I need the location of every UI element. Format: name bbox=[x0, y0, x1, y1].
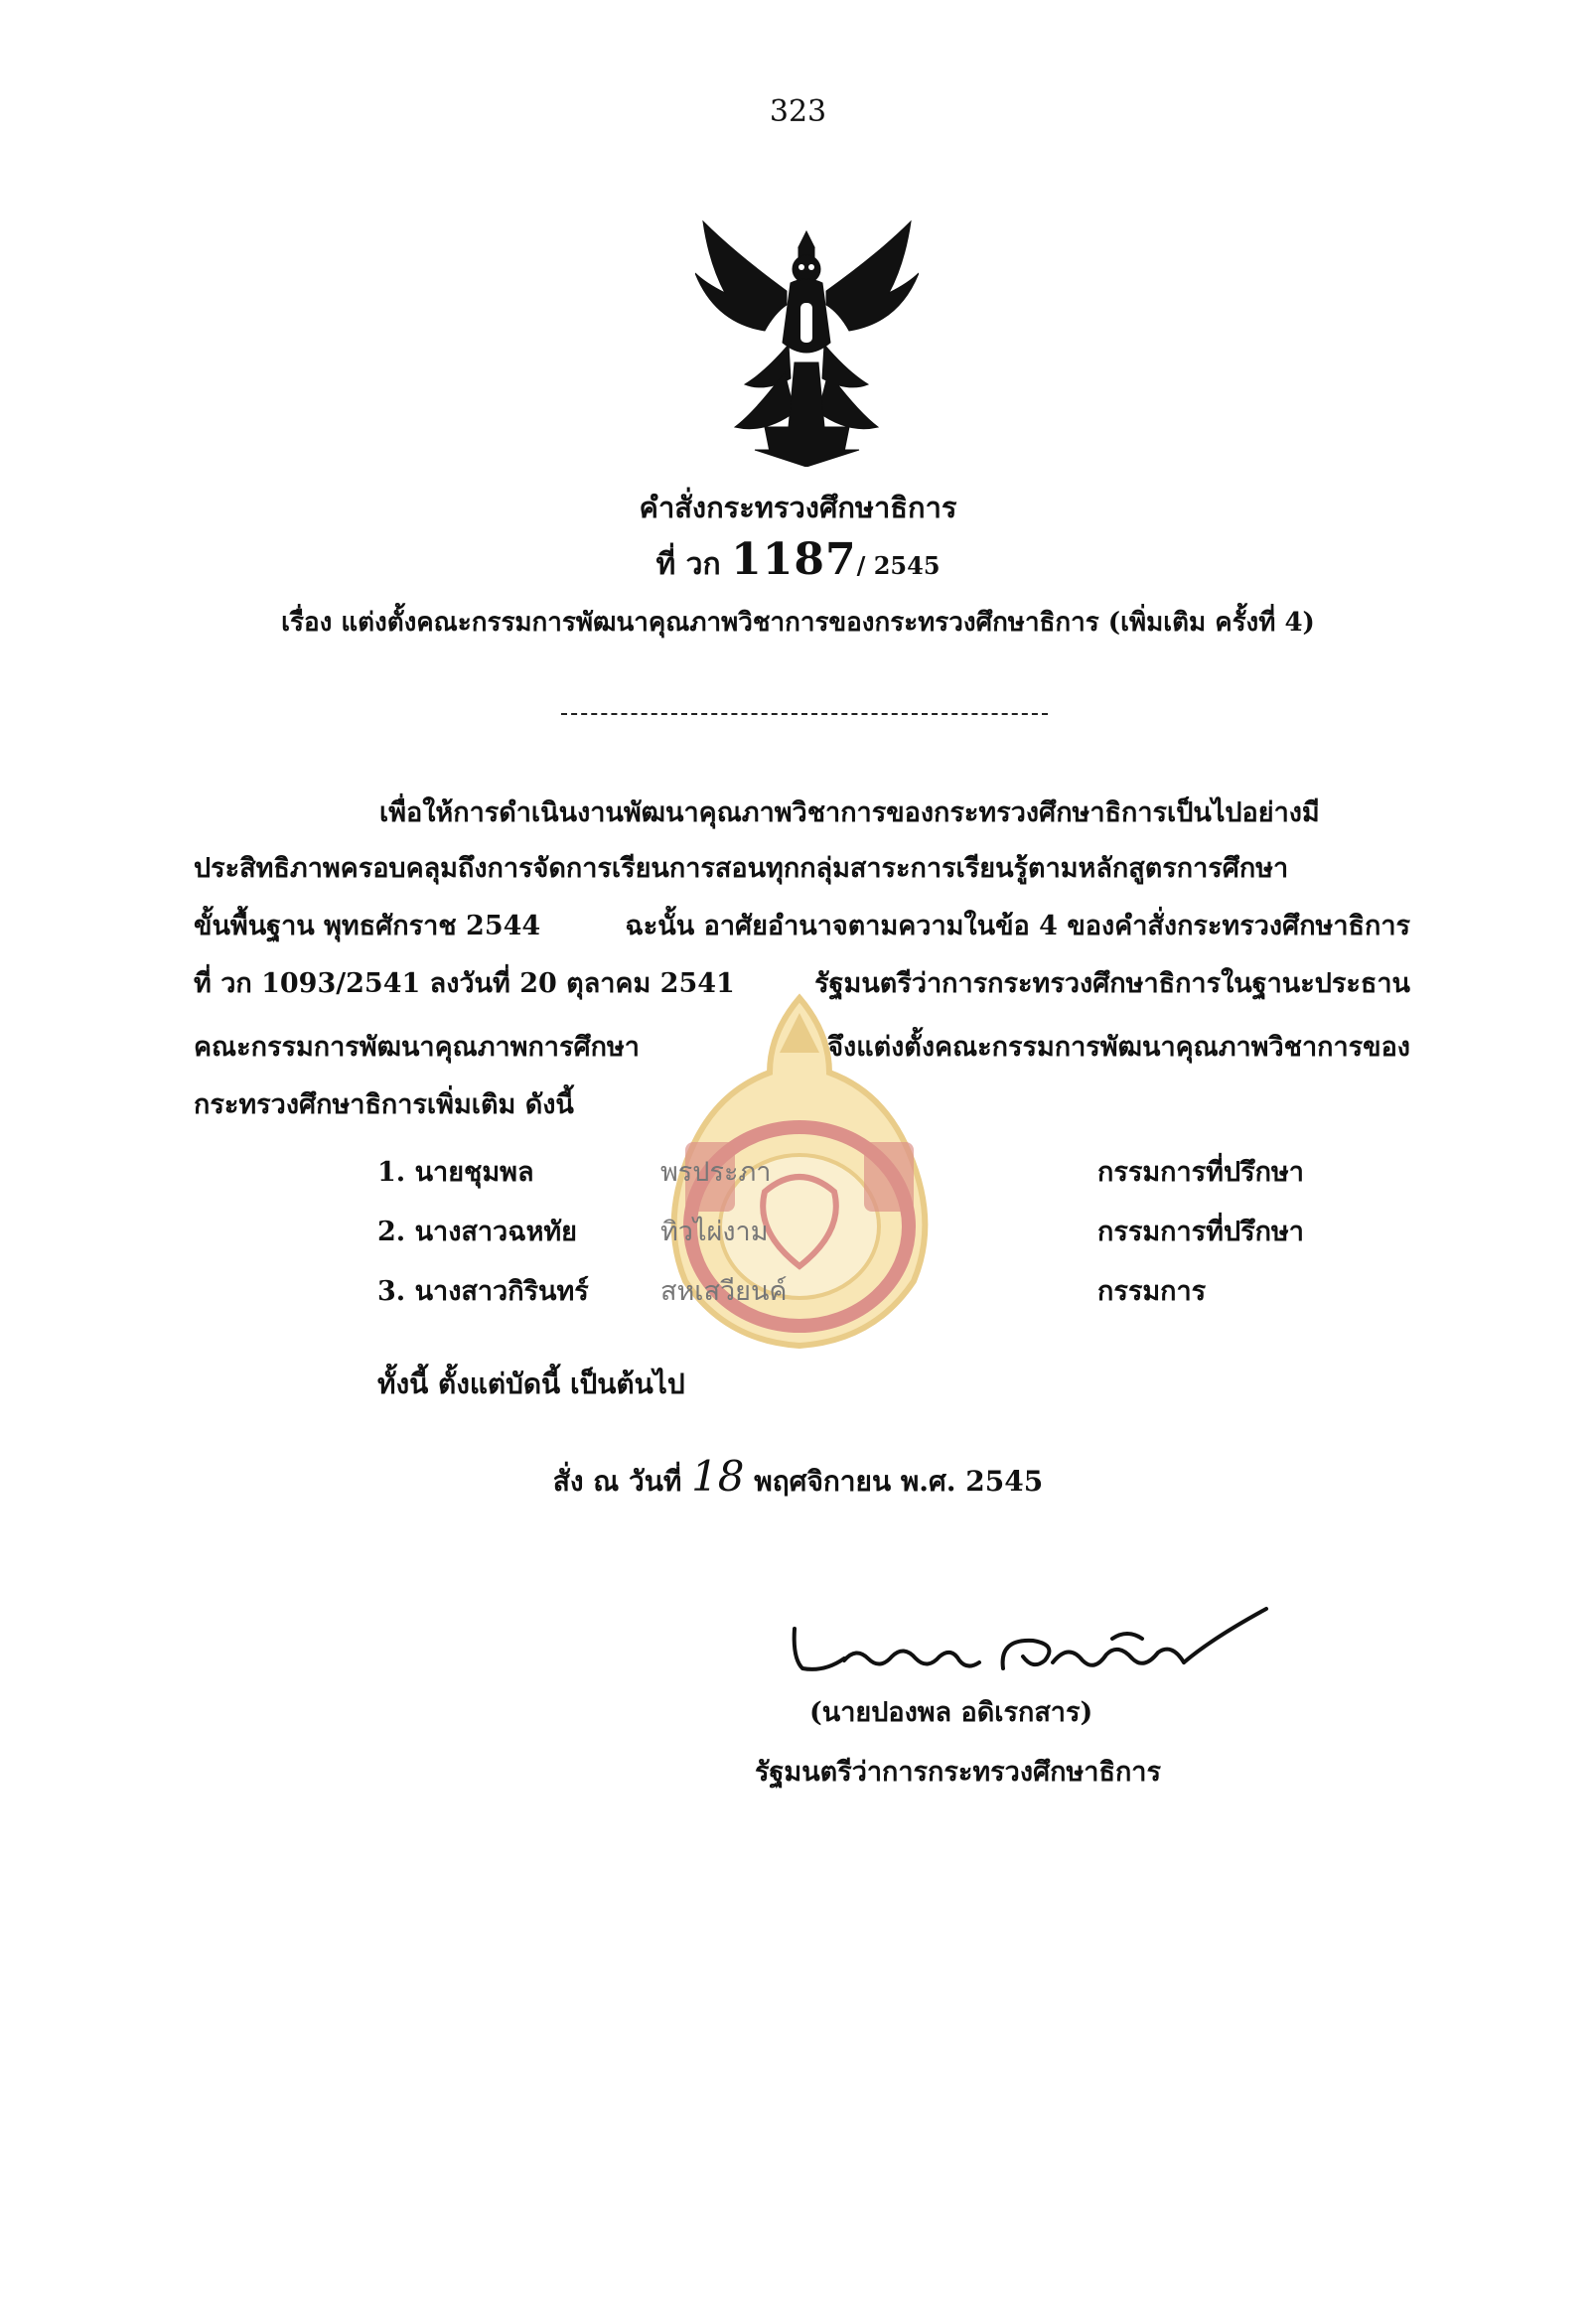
member-surname: สหเสวียนค์ bbox=[660, 1276, 788, 1307]
member-name: 1. นายชุมพล bbox=[377, 1157, 534, 1188]
body-line-4-left: ที่ วก 1093/2541 ลงวันที่ 20 ตุลาคม 2541 bbox=[194, 968, 735, 999]
order-number-value: 1187 bbox=[731, 534, 857, 585]
order-number bbox=[0, 534, 1596, 588]
page-number: 323 bbox=[769, 94, 827, 129]
effective-statement: ทั้งนี้ ตั้งแต่บัดนี้ เป็นต้นไป bbox=[377, 1367, 685, 1400]
garuda-emblem bbox=[695, 214, 919, 467]
body-line-4-right: รัฐมนตรีว่าการกระทรวงศึกษาธิการในฐานะประธาน bbox=[814, 968, 1410, 999]
member-name: 3. นางสาวกิรินทร์ bbox=[377, 1276, 589, 1307]
member-name: 2. นางสาวฉหทัย bbox=[377, 1217, 577, 1247]
order-number-year: / 2545 bbox=[856, 551, 941, 580]
member-role: กรรมการที่ปรึกษา bbox=[1097, 1157, 1304, 1188]
member-surname: พรประภา bbox=[660, 1157, 772, 1188]
body-line-3-right: ฉะนั้น อาศัยอำนาจตามความในข้อ 4 ของคำสั่งกระทรวงศึกษาธิการ bbox=[625, 911, 1410, 941]
member-role: กรรมการที่ปรึกษา bbox=[1097, 1217, 1304, 1247]
order-date bbox=[0, 1452, 1596, 1504]
body-line-2: ประสิทธิภาพครอบคลุมถึงการจัดการเรียนการสอนทุกกลุ่มสาระการเรียนรู้ตามหลักสูตรการศึกษา bbox=[194, 853, 1289, 884]
divider bbox=[561, 713, 1048, 715]
body-line-1: เพื่อให้การดำเนินงานพัฒนาคุณภาพวิชาการของกระทรวงศึกษาธิการเป็นไปอย่างมี bbox=[379, 797, 1320, 828]
order-subject: เรื่อง แต่งตั้งคณะกรรมการพัฒนาคุณภาพวิชาการของกระทรวงศึกษาธิการ (เพิ่มเติม ครั้งที่ 4) bbox=[281, 608, 1315, 638]
member-role: กรรมการ bbox=[1097, 1276, 1207, 1307]
body-line-3-left: ขั้นพื้นฐาน พุทธศักราช 2544 bbox=[194, 911, 541, 941]
order-date-month-year: พฤศจิกายน พ.ศ. 2545 bbox=[754, 1465, 1044, 1498]
order-number-prefix: ที่ วก bbox=[655, 547, 721, 582]
body-line-6: กระทรวงศึกษาธิการเพิ่มเติม ดังนี้ bbox=[194, 1089, 574, 1120]
body-line-3 bbox=[194, 904, 1410, 946]
body-line-5 bbox=[194, 1025, 1410, 1068]
signatory-position: รัฐมนตรีว่าการกระทรวงศึกษาธิการ bbox=[755, 1757, 1161, 1788]
handwritten-signature bbox=[785, 1599, 1271, 1693]
member-surname: ทิวไผ่งาม bbox=[660, 1217, 769, 1247]
order-date-prefix: สั่ง ณ วันที่ bbox=[552, 1465, 682, 1498]
order-date-day: 18 bbox=[691, 1452, 745, 1501]
body-line-4 bbox=[194, 961, 1410, 1004]
signatory-name: (นายปองพล อดิเรกสาร) bbox=[809, 1697, 1093, 1728]
body-line-5-left: คณะกรรมการพัฒนาคุณภาพการศึกษา bbox=[194, 1032, 640, 1063]
body-line-5-right: จึงแต่งตั้งคณะกรรมการพัฒนาคุณภาพวิชาการของ bbox=[827, 1032, 1410, 1063]
order-title: คำสั่งกระทรวงศึกษาธิการ bbox=[639, 491, 957, 524]
